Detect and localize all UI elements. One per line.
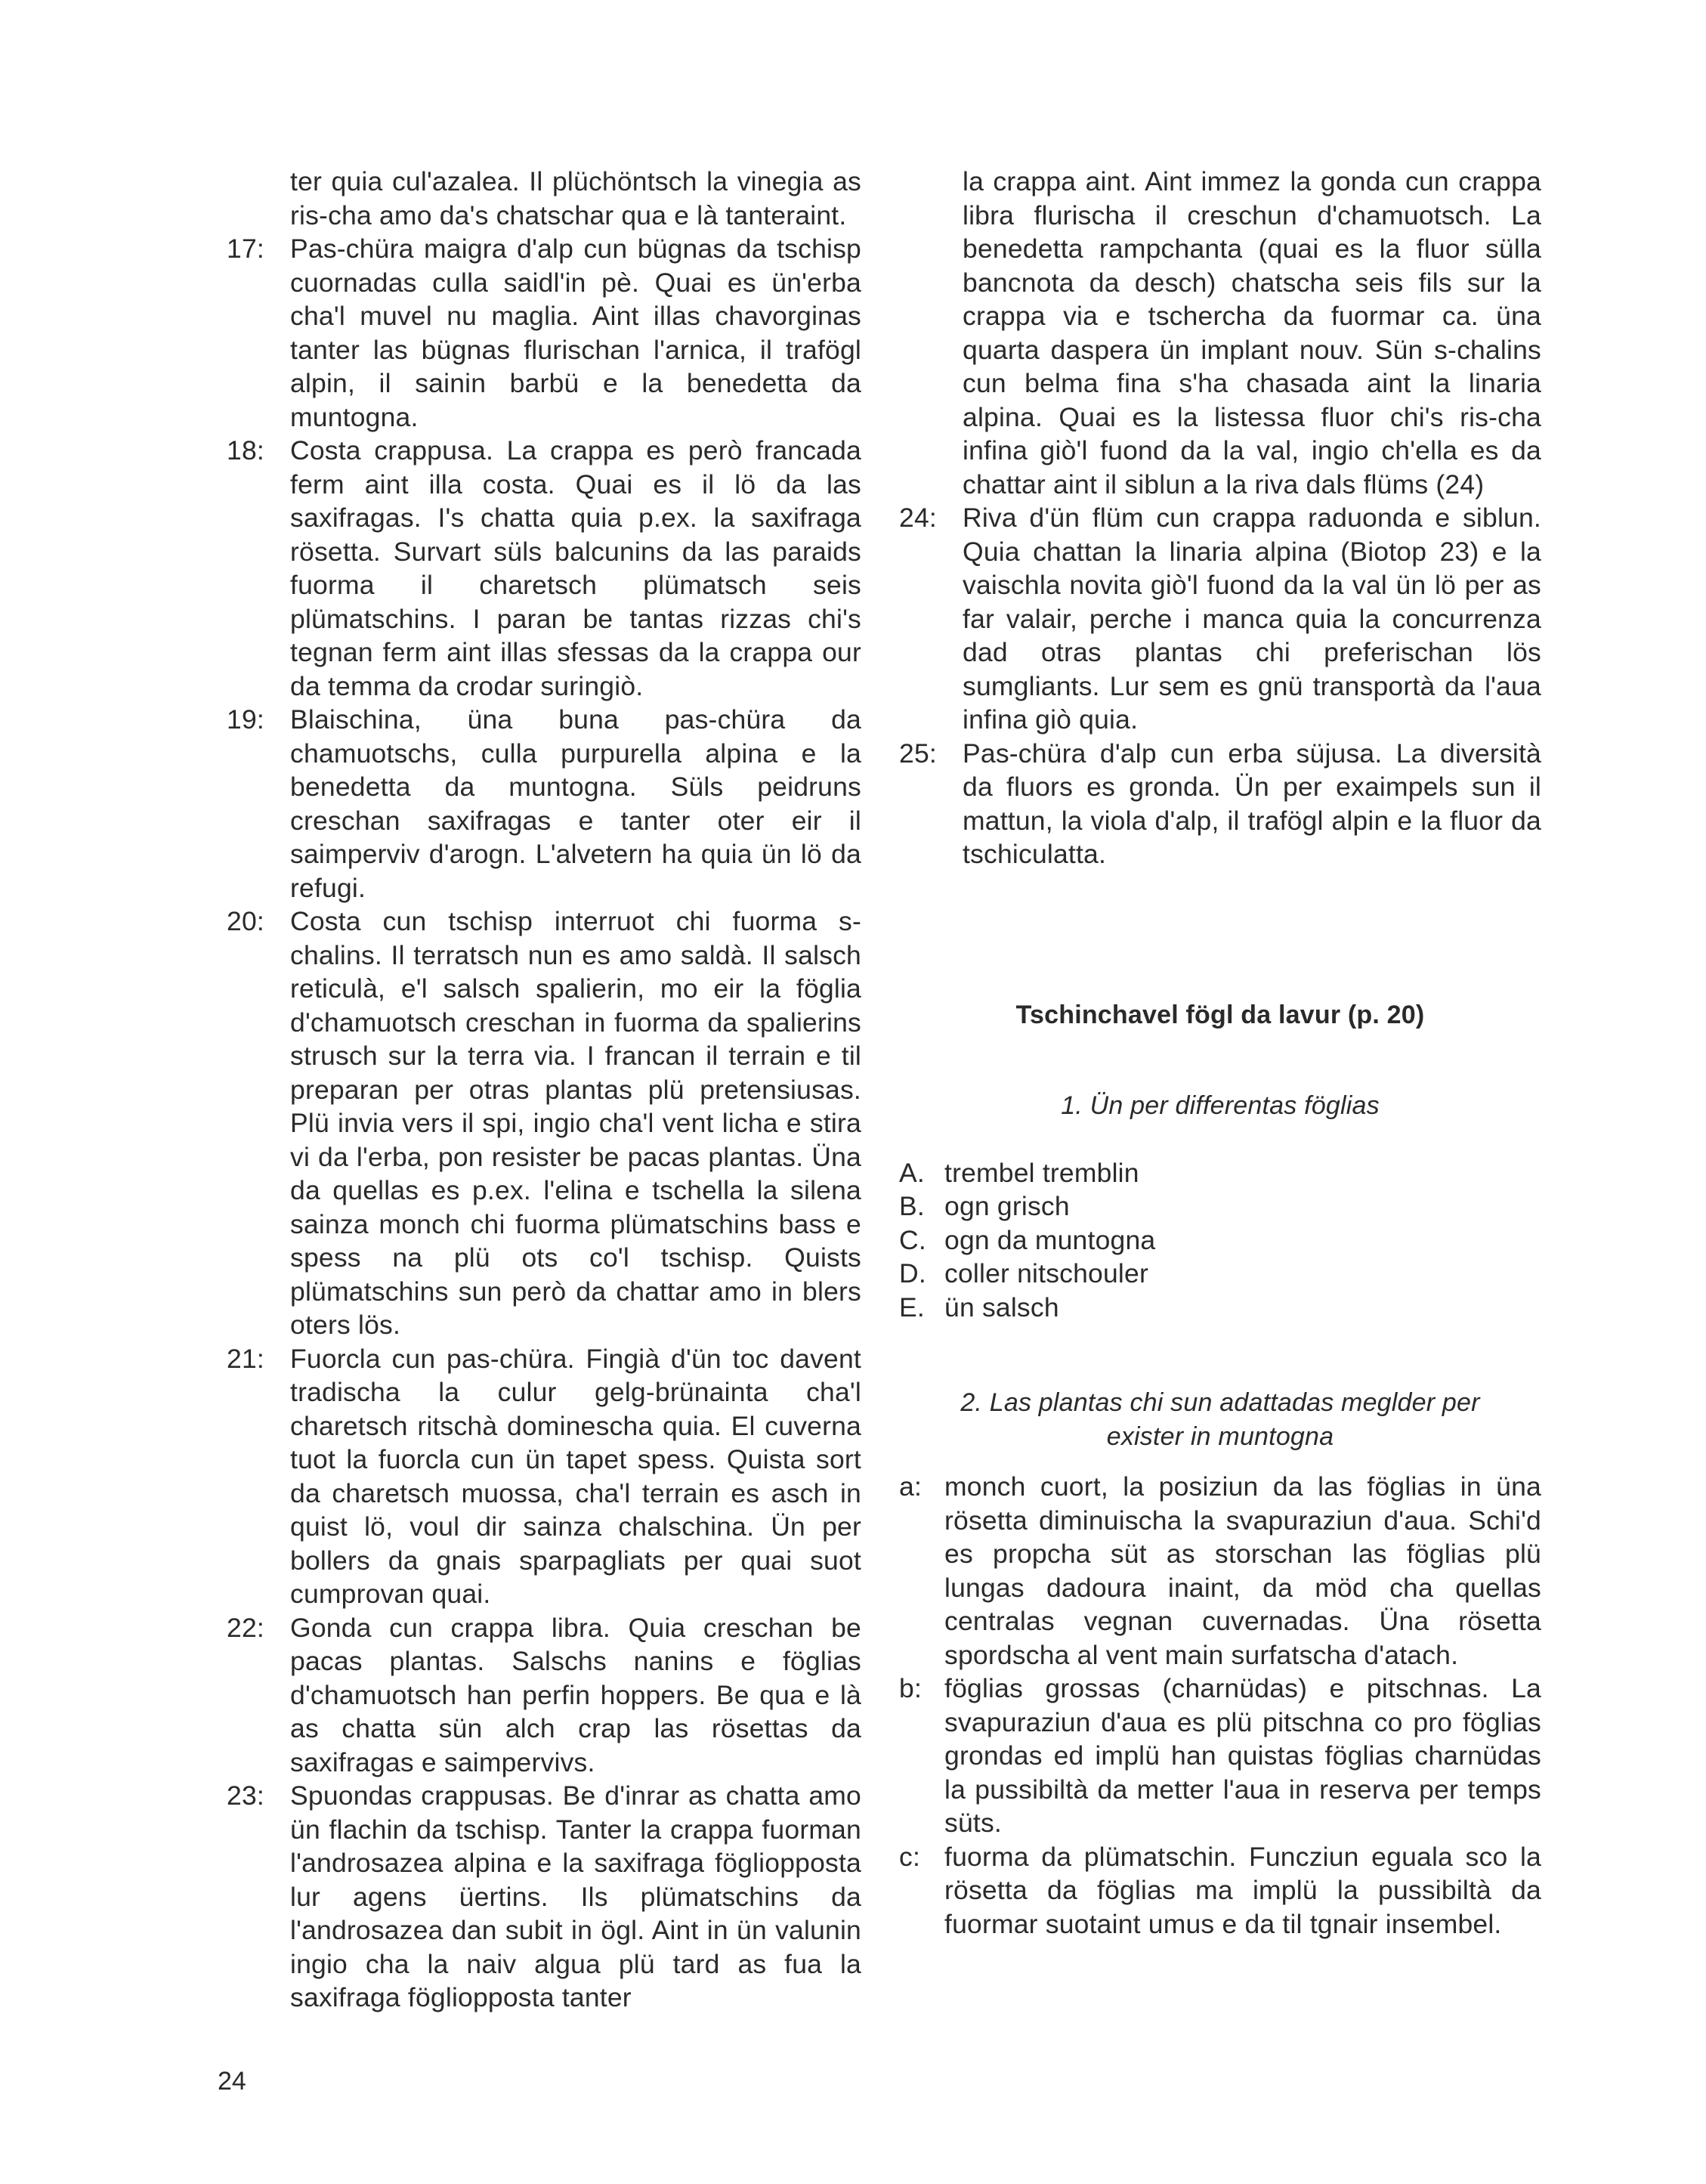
biotop-item-21 — [227, 1342, 861, 1611]
item-text: Fuorcla cun pas-chüra. Fingià d'ün toc davent tradischa la culur gelg-brünainta cha'l charetsch ritschà dominescha quia. El cuverna tuot la fuorcla cun ün tapet spess. Quista sort da charetsch muossa, cha'l terrain es asch in quist lö, voul dir sainza chalschina. Ün per bollers da gnais sparpagliats per quai suot cumprovan quai. — [290, 1343, 861, 1609]
item-text: Pas-chüra maigra d'alp cun bügnas da tschisp cuornadas culla saidl'in pè. Quai es ün'erba cha'l muvel nu maglia. Aint illas chavorginas tanter las bügnas flurischan l'arnica, il trafögl alpin, il sainin barbü e la benedetta da muntogna. — [290, 234, 861, 432]
list-label: E. — [899, 1292, 925, 1322]
adaptation-list — [899, 1470, 1541, 1941]
item-number: 25: — [899, 738, 937, 769]
item-text: Costa crappusa. La crappa es però francada ferm aint illa costa. Quai es il lö da las saxifragas. I's chatta quia p.ex. la saxifraga rösetta. Survart süls balcunins da las paraids fuorma il charetsch plümatsch seis plümatschins. I paran be tantas rizzas chi's tegnan ferm aint illas sfessas da la crappa our da temma da crodar suringiò. — [290, 435, 861, 701]
page-number: 24 — [218, 2067, 246, 2096]
biotop-item-17 — [227, 232, 861, 434]
section-2-title — [899, 1386, 1541, 1453]
biotop-item-20 — [227, 905, 861, 1342]
item-text: Spuondas crappusas. Be d'inrar as chatta amo ün flachin da tschisp. Tanter la crappa fuorman l'androsazea alpina e la saxifraga fögliopposta lur agens üertins. Ils plümatschins da l'androsazea dan subit in ögl. Aint in ün valunin ingio cha la naiv algua plü tard as fua la saxifraga fögliopposta tanter — [290, 1780, 861, 2012]
list-label: D. — [899, 1258, 926, 1288]
right-column — [899, 165, 1541, 1941]
biotop-item-22 — [227, 1611, 861, 1780]
list-text: ogn da muntogna — [944, 1224, 1156, 1255]
item-number: 21: — [227, 1343, 264, 1374]
list-label: C. — [899, 1224, 926, 1255]
biotop-item-25 — [899, 737, 1541, 871]
list-label: a: — [899, 1471, 923, 1502]
item-number: 19: — [227, 704, 264, 735]
biotop-item-24 — [899, 501, 1541, 737]
section-2-title-line-1: 2. Las plantas chi sun adattadas meglder per — [960, 1388, 1480, 1417]
item-text: Gonda cun crappa libra. Quia creschan be pacas plantas. Salschs nanins e föglias d'chamuotsch han perfin hoppers. Be qua e là as chatta sün alch crap las rösettas da saxifragas e saimpervivs. — [290, 1612, 861, 1777]
list-label: A. — [899, 1157, 925, 1188]
right-intro-paragraph: la crappa aint. Aint immez la gonda cun crappa libra flurischa il creschun d'chamuotsch. La benedetta rampchanta (quai es la fluor sülla bancnota da desch) chatscha seis fils sur la crappa via e tschercha da fuormar ca. üna quarta daspera ün implant nouv. Sün s-chalins cun belma fina s'ha chasada aint la linaria alpina. Quai es la listessa fluor chi's ris-cha infina giò'l fuond da la val, ingio ch'ella es da chattar aint il siblun a la riva dals flüms (24) — [963, 166, 1541, 500]
list-text: coller nitschouler — [944, 1258, 1148, 1288]
item-number: 17: — [227, 234, 264, 264]
item-number: 20: — [227, 906, 264, 936]
worksheet-heading: Tschinchavel fögl da lavur (p. 20) — [1015, 1000, 1425, 1029]
list-text: fuorma da plümatschin. Funcziun eguala sco la rösetta da föglias ma implü la pussibiltà da fuormar suotaint umus e da til tgnair insembel. — [944, 1841, 1541, 1939]
list-label: c: — [899, 1841, 921, 1872]
biotop-item-23 — [227, 1779, 861, 2015]
list-item — [899, 1189, 1541, 1223]
item-text: Riva d'ün flüm cun crappa raduonda e siblun. Quia chattan la linaria alpina (Biotop 23) e la vaischla novita giò'l fuond da la val ün lö per as far valair, perche i manca quia la concurrenza dad otras plantas chi preferischan lös sumgliants. Lur sem es gnü transportà da l'aua infina giò quia. — [963, 503, 1541, 735]
list-text: föglias grossas (charnüdas) e pitschnas. La svapuraziun d'aua es plü pitschna co pro föglias grondas ed implü han quistas föglias charnüdas la pussibiltà da metter l'aua in reserva per temps süts. — [944, 1673, 1541, 1838]
item-number: 24: — [899, 503, 937, 533]
list-text: ogn grisch — [944, 1191, 1070, 1221]
left-column — [227, 165, 861, 2015]
list-item — [899, 1257, 1541, 1291]
leaf-list — [899, 1156, 1541, 1325]
list-text: trembel tremblin — [944, 1157, 1139, 1188]
list-label: b: — [899, 1673, 923, 1703]
list-item — [899, 1470, 1541, 1672]
list-item — [899, 1291, 1541, 1325]
biotop-item-18 — [227, 434, 861, 703]
list-text: monch cuort, la posiziun da las föglias in üna rösetta diminuischa la svapuraziun d'aua. Schi'd es propcha süt as storschan las föglias plü lungas dadoura inaint, da möd cha quellas centralas vegnan cuvernadas. Üna rösetta spordscha al vent main surfatscha d'atach. — [944, 1471, 1541, 1670]
section-1-title: 1. Ün per differentas föglias — [1061, 1091, 1380, 1120]
list-text: ün salsch — [944, 1292, 1059, 1322]
item-number: 23: — [227, 1780, 264, 1811]
section-2-title-line-2: exister in muntogna — [1106, 1421, 1334, 1451]
item-text: Pas-chüra d'alp cun erba süjusa. La diversità da fluors es gronda. Ün per exaimpels sun il mattun, la viola d'alp, il trafögl alpin e la fluor da tschiculatta. — [963, 738, 1541, 869]
left-intro-paragraph: ter quia cul'azalea. Il plüchöntsch la vinegia as ris-cha amo da's chatschar qua e là tanteraint. — [290, 166, 861, 230]
list-label: B. — [899, 1191, 925, 1221]
list-item — [899, 1156, 1541, 1190]
biotop-item-19 — [227, 703, 861, 905]
list-item — [899, 1840, 1541, 1941]
list-item — [899, 1672, 1541, 1840]
item-number: 22: — [227, 1612, 264, 1643]
list-item — [899, 1223, 1541, 1258]
item-text: Blaischina, üna buna pas-chüra da chamuotschs, culla purpurella alpina e la benedetta da muntogna. Süls peidruns creschan saxifragas e tanter oter eir il saimperviv d'arogn. L'alvetern ha quia ün lö da refugi. — [290, 704, 861, 903]
item-text: Costa cun tschisp interruot chi fuorma s-chalins. Il terratsch nun es amo saldà. Il salsch reticulà, e'l salsch spalierin, mo eir la föglia d'chamuotsch creschan in fuorma da spalierins strusch sur la terra via. I francan il terrain e til preparan per otras plantas plü pretensiusas. Plü invia vers il spi, ingio cha'l vent licha e stira vi da l'erba, pon resister be pacas plantas. Üna da quellas es p.ex. l'elina e tschella la silena sainza monch chi fuorma plümatschins bass e spess na plü ots co'l tschisp. Quists plümatschins sun però da chattar amo in blers oters lös. — [290, 906, 861, 1340]
item-number: 18: — [227, 435, 264, 466]
